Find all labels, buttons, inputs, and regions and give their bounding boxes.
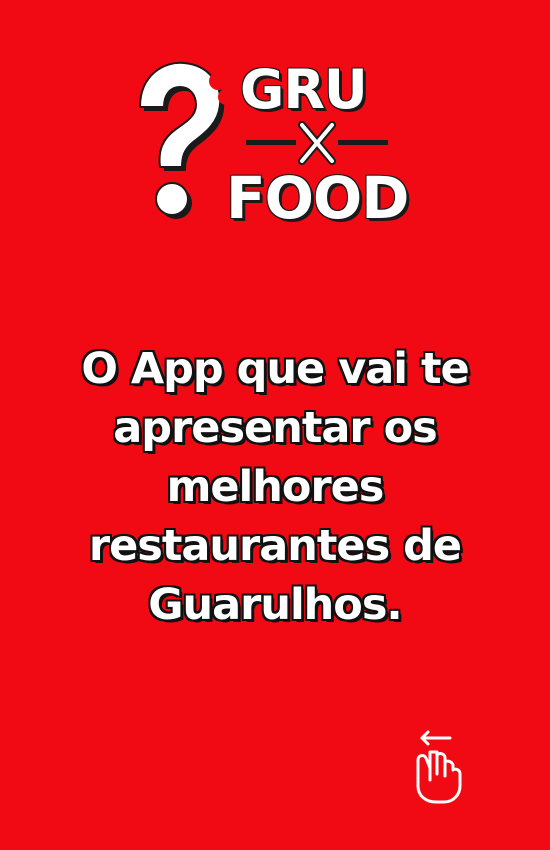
logo-text-food: FOOD (226, 164, 409, 232)
tagline-line: restaurantes de (88, 521, 462, 571)
tagline (40, 340, 510, 635)
fork-knife-cross-icon (242, 121, 392, 165)
tagline-line: Guarulhos. (148, 580, 402, 630)
swipe-left-hand-icon[interactable] (408, 728, 470, 806)
gru-food-logo (122, 55, 432, 235)
tagline-line: O App que vai te (81, 344, 469, 394)
bitten-question-mark-icon (122, 55, 232, 225)
tagline-line: melhores (166, 462, 384, 512)
tagline-line: apresentar os (113, 403, 437, 453)
logo-text-gru: GRU (240, 58, 367, 121)
